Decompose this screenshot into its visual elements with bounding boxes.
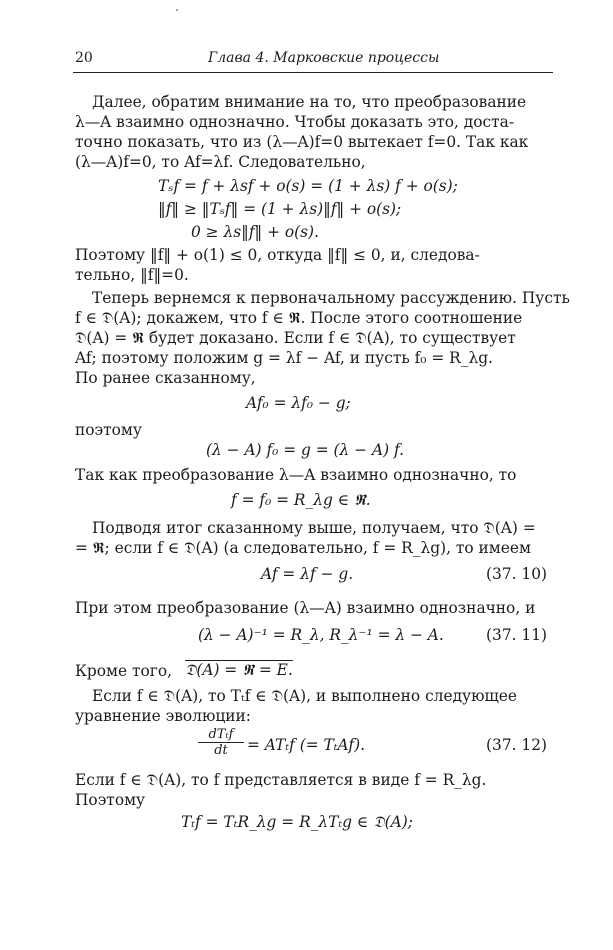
equation: f = f₀ = R_λg ∈ 𝕽.: [231, 491, 371, 509]
text-line: Поэтому ‖f‖ + o(1) ≤ 0, откуда ‖f‖ ≤ 0, и, следова-: [75, 246, 480, 264]
text-line: 𝔇(A) = 𝕽 будет доказано. Если f ∈ 𝔇(A), то существует: [75, 329, 516, 347]
text-line: При этом преобразование (λ—A) взаимно однозначно, и: [75, 599, 536, 617]
text-line: Так как преобразование λ—A взаимно однозначно, то: [75, 466, 517, 484]
text-line: Если f ∈ 𝔇(A), то Tₜf ∈ 𝔇(A), и выполнено следующее: [92, 687, 518, 705]
equation: Tₜf = TₜR_λg = R_λTₜg ∈ 𝔇(A);: [181, 813, 413, 831]
equation: 𝔇(A) = 𝕽 = E.: [185, 661, 293, 679]
equation-number: (37. 11): [486, 626, 547, 644]
text-line: Кроме того,: [75, 662, 173, 680]
text-line: Если f ∈ 𝔇(A), то f представляется в виде f = R_λg.: [75, 771, 487, 789]
equation: 0 ≥ λs‖f‖ + o(s).: [191, 223, 319, 241]
equation: Af₀ = λf₀ − g;: [246, 394, 351, 412]
text-line: f ∈ 𝔇(A); докажем, что f ∈ 𝕽. После этого соотношение: [75, 309, 523, 327]
text-line: поэтому: [75, 421, 142, 439]
text-line: тельно, ‖f‖=0.: [75, 266, 189, 284]
text-line: По ранее сказанному,: [75, 369, 256, 387]
speck: [176, 9, 178, 11]
text-line: Далее, обратим внимание на то, что преобразование: [92, 93, 527, 111]
equation: Tₛf = f + λsf + o(s) = (1 + λs) f + o(s);: [158, 177, 458, 195]
text-line: Af; поэтому положим g = λf − Af, и пусть f₀ = R_λg.: [75, 349, 493, 367]
equation: = ATₜf (= TₜAf).: [247, 736, 365, 754]
equation: Af = λf − g.: [261, 565, 354, 583]
text-line: λ—A взаимно однозначно. Чтобы доказать это, доста-: [75, 113, 515, 131]
text-line: точно показать, что из (λ—A)f=0 вытекает f=0. Так как: [75, 133, 529, 151]
equation-number: (37. 12): [486, 736, 547, 754]
equation: (λ − A) f₀ = g = (λ − A) f.: [206, 441, 405, 459]
equation: ‖f‖ ≥ ‖Tₛf‖ = (1 + λs)‖f‖ + o(s);: [158, 200, 402, 218]
page-number: 20: [75, 50, 93, 66]
text-line: уравнение эволюции:: [75, 707, 251, 725]
fraction: [198, 727, 244, 758]
equation-number: (37. 10): [486, 565, 547, 583]
fraction-numerator: dTₜf: [208, 727, 234, 742]
text-line: Теперь вернемся к первоначальному рассуждению. Пусть: [92, 289, 570, 307]
equation: (λ − A)⁻¹ = R_λ, R_λ⁻¹ = λ − A.: [198, 626, 444, 644]
text-line: Поэтому: [75, 791, 146, 809]
fraction-denominator: dt: [198, 742, 244, 758]
running-head: Глава 4. Марковские процессы: [208, 50, 440, 66]
header-rule: [73, 72, 553, 73]
text-line: (λ—A)f=0, то Af=λf. Следовательно,: [75, 153, 366, 171]
text-line: Подводя итог сказанному выше, получаем, что 𝔇(A) =: [92, 519, 536, 537]
text-line: = 𝕽; если f ∈ 𝔇(A) (а следовательно, f = R_λg), то имеем: [75, 539, 531, 557]
